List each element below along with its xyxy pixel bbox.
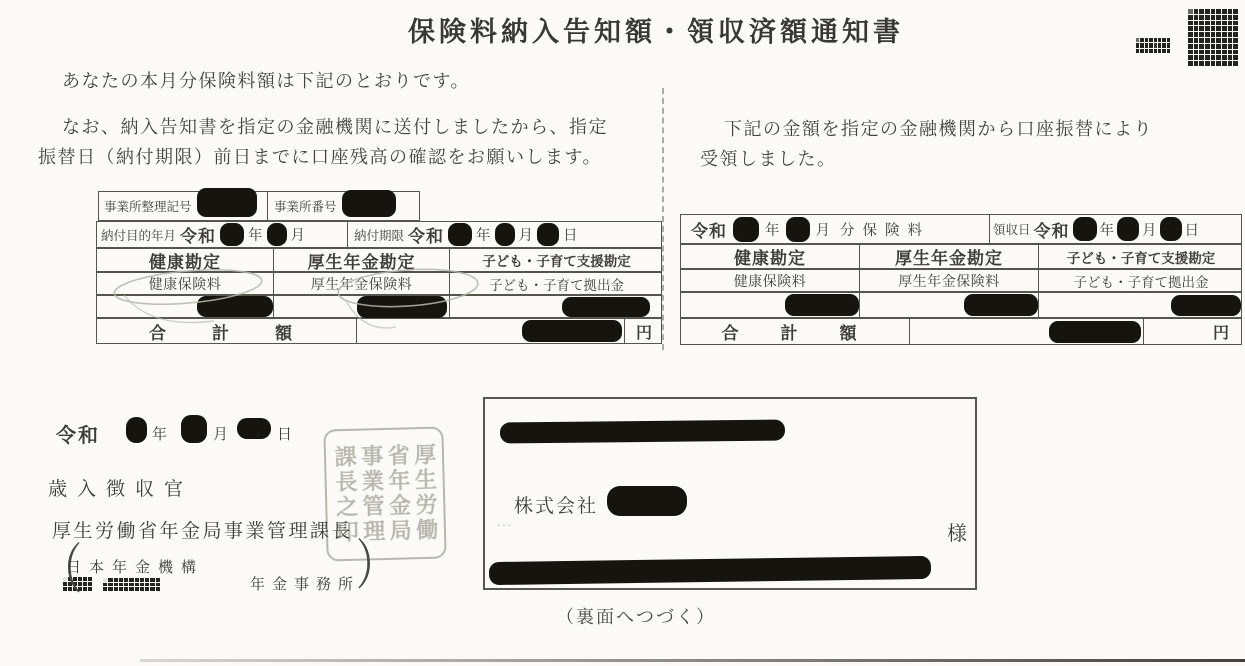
receipt-note: [700, 114, 1153, 174]
office-suffix: 年金事務所: [250, 576, 361, 593]
due-day-redaction: [537, 223, 559, 246]
scan-edge-line: [140, 659, 1245, 662]
receipt-account-pension: 厚生年金勘定: [895, 249, 1003, 268]
issue-date-era: 令和: [56, 425, 100, 447]
receipt-amount-health-redaction: [785, 294, 859, 316]
mosaic-redaction-top: [1136, 38, 1170, 53]
seal-column-4: 課長之印: [331, 444, 360, 546]
issue-day-suffix: 日: [277, 426, 293, 443]
issue-year-redaction: [126, 417, 147, 443]
receipt-note-line1: 下記の金額を指定の金融機関から口座振替により: [724, 119, 1153, 139]
due-label: 納付期限: [354, 228, 405, 243]
receipt-date-year-redaction: [1073, 217, 1097, 241]
official-title: 厚生労働省年金局事業管理課長: [52, 521, 354, 542]
due-era: 令和: [408, 227, 445, 246]
office-number-redaction: [342, 190, 396, 217]
receipt-date-label: 領収日: [993, 223, 1031, 237]
receipt-table: [680, 214, 1242, 345]
document-title: 保険料納入告知額・領収済額通知書: [408, 17, 904, 47]
notice-item-health: 健康保険料: [148, 275, 222, 292]
recipient-bottom-redaction: [489, 556, 931, 585]
seal-column-2: 省年金局: [384, 443, 413, 544]
receipt-account-child: 子ども・子育て支援勘定: [1066, 250, 1216, 266]
purpose-label: 納付目的年月: [101, 228, 177, 243]
notice-account-health: 健康勘定: [149, 252, 221, 272]
issue-day-redaction: [237, 418, 271, 439]
company-prefix: 株式会社: [514, 496, 599, 517]
purpose-year-redaction: [220, 223, 244, 246]
notice-account-pension: 厚生年金勘定: [307, 252, 416, 272]
receipt-total-label: 合計額: [721, 324, 899, 343]
intro-text: あなたの本月分保険料額は下記のとおりです。: [62, 71, 471, 91]
scan-artifact-dots: ...: [497, 515, 514, 529]
receipt-period-month-suffix: 月: [815, 222, 830, 239]
notice-amount-child-redaction: [562, 297, 650, 317]
office-symbol-redaction: [197, 188, 257, 217]
recipient-box: [483, 397, 977, 590]
receipt-date-day-suffix: 日: [1184, 222, 1200, 239]
office-number-label: 事業所番号: [274, 200, 337, 214]
due-year-redaction: [448, 223, 472, 246]
notice-amount-health-redaction: [197, 296, 273, 317]
receipt-period-era: 令和: [691, 221, 727, 241]
receipt-item-pension: 厚生年金保険料: [898, 272, 1000, 289]
receipt-total-redaction: [1049, 321, 1141, 343]
purpose-month-suffix: 月: [290, 228, 306, 244]
notice-item-child: 子ども・子育て拠出金: [489, 277, 624, 293]
notice-total-label: 合計額: [149, 323, 338, 343]
office-symbol-label: 事業所整理記号: [104, 200, 192, 214]
collector-title: 歳入徴収官: [48, 479, 194, 500]
footer-note: （裏面へつづく）: [556, 607, 716, 627]
notice-note-line1: なお、納入告知書を指定の金融機関に送付しましたから、指定: [62, 117, 608, 137]
receipt-date-year-suffix: 年: [1099, 222, 1115, 239]
paren-open: （: [42, 540, 82, 600]
due-month-redaction: [495, 223, 515, 246]
mosaic-redaction-office-2: [103, 578, 160, 591]
notice-amount-pension-redaction: [357, 296, 447, 318]
qr-code-icon: [1188, 9, 1238, 66]
org-name: 日本年金機構: [66, 559, 205, 576]
notice-item-pension: 厚生年金保険料: [310, 275, 413, 292]
paren-close: ）: [356, 536, 396, 596]
receipt-amount-child-redaction: [1171, 295, 1241, 316]
due-day-suffix: 日: [563, 228, 578, 244]
receipt-date-day-redaction: [1160, 217, 1182, 241]
receipt-account-health: 健康勘定: [734, 249, 806, 268]
issue-month-suffix: 月: [213, 426, 229, 443]
due-month-suffix: 月: [518, 228, 534, 244]
notice-note: [38, 112, 608, 172]
receipt-date-month-redaction: [1117, 217, 1139, 241]
notice-total-redaction: [522, 320, 622, 342]
receipt-date-month-suffix: 月: [1142, 222, 1157, 239]
purpose-year-suffix: 年: [248, 228, 263, 244]
notice-total-yen: 円: [635, 324, 652, 342]
receipt-period-year-suffix: 年: [765, 222, 780, 239]
seal-column-3: 事業管理: [358, 444, 387, 545]
receipt-note-line2: 受領しました。: [700, 149, 837, 169]
notice-table: [96, 191, 662, 344]
purpose-era: 令和: [180, 227, 217, 246]
company-name-redaction: [607, 486, 687, 516]
issue-year-suffix: 年: [152, 426, 168, 443]
honorific: 様: [947, 523, 967, 545]
notice-note-line2: 振替日（納付期限）前日までに口座残高の確認をお願いします。: [38, 147, 603, 167]
receipt-date-era: 令和: [1033, 221, 1070, 241]
receipt-period-year-redaction: [733, 217, 759, 242]
seal-column-1: 厚生労働: [411, 442, 440, 544]
receipt-period-month-redaction: [786, 217, 810, 242]
receipt-item-child: 子ども・子育て拠出金: [1073, 274, 1209, 290]
recipient-address-redaction: [500, 420, 785, 444]
issue-month-redaction: [181, 415, 207, 443]
due-year-suffix: 年: [476, 228, 491, 244]
purpose-month-redaction: [267, 223, 287, 246]
notice-account-child: 子ども・子育て支援勘定: [482, 254, 631, 269]
receipt-period-suffix: 分保険料: [840, 222, 930, 239]
receipt-total-yen: 円: [1212, 325, 1229, 342]
receipt-item-health: 健康保険料: [733, 272, 807, 289]
receipt-amount-pension-redaction: [964, 294, 1038, 316]
